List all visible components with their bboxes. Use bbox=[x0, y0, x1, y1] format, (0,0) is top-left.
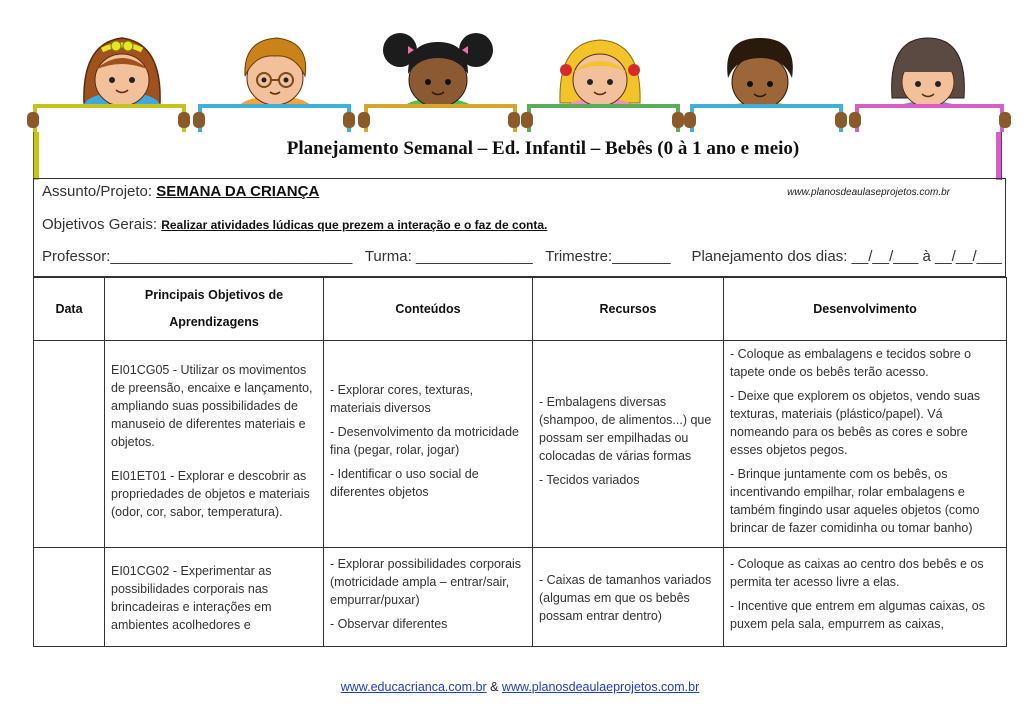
cell-date[interactable] bbox=[34, 548, 105, 647]
hand-icon bbox=[358, 112, 370, 128]
hand-icon bbox=[521, 112, 533, 128]
class-field[interactable]: ______________ bbox=[415, 248, 533, 265]
footer-link-educacrianca[interactable]: www.educacrianca.com.br bbox=[340, 680, 487, 694]
form-fields-line bbox=[42, 248, 1002, 265]
subject-value: SEMANA DA CRIANÇA bbox=[156, 183, 320, 200]
header-objectives-line1: Principais Objetivos de bbox=[144, 288, 284, 302]
resource-item: - Tecidos variados bbox=[539, 473, 640, 487]
header-development: Desenvolvimento bbox=[724, 278, 1007, 341]
content-item: - Observar diferentes bbox=[330, 617, 448, 631]
footer-separator: & bbox=[486, 680, 502, 694]
objective-item: EI01CG05 - Utilizar os movimentos de preensão, encaixe e lançamento, ampliando suas possibilidades de manuseio de diferentes materiais e objetos. bbox=[111, 363, 313, 449]
resource-item: - Caixas de tamanhos variados (algumas em que os bebês possam entrar dentro) bbox=[539, 573, 712, 623]
content-item: - Identificar o uso social de diferentes objetos bbox=[330, 467, 479, 499]
sign-board bbox=[33, 104, 186, 132]
table-header-row bbox=[34, 278, 1007, 341]
days-field[interactable]: __/__/___ à __/__/___ bbox=[851, 248, 1002, 265]
footer-link-planosdeaula[interactable]: www.planosdeaulaeprojetos.com.br bbox=[501, 680, 700, 694]
cell-development bbox=[724, 341, 1007, 548]
hand-icon bbox=[849, 112, 861, 128]
cell-date[interactable] bbox=[34, 341, 105, 548]
plan-table bbox=[33, 277, 1007, 647]
cell-resources bbox=[533, 548, 724, 647]
footer-links bbox=[0, 680, 1024, 694]
sign-board bbox=[364, 104, 517, 132]
teacher-label: Professor: bbox=[42, 248, 111, 265]
cell-contents bbox=[324, 341, 533, 548]
header-resources: Recursos bbox=[533, 278, 724, 341]
cell-contents bbox=[324, 548, 533, 647]
term-label: Trimestre: bbox=[545, 248, 613, 265]
sign-board bbox=[198, 104, 351, 132]
hand-icon bbox=[193, 112, 205, 128]
days-label: Planejamento dos dias: bbox=[691, 248, 848, 265]
info-box bbox=[33, 178, 1006, 277]
header-date: Data bbox=[34, 278, 105, 341]
header-objectives bbox=[105, 278, 324, 341]
header-contents: Conteúdos bbox=[324, 278, 533, 341]
cell-objectives bbox=[105, 341, 324, 548]
hand-icon bbox=[178, 112, 190, 128]
teacher-field[interactable]: _____________________________ bbox=[110, 248, 353, 265]
table-row bbox=[34, 341, 1007, 548]
cell-objectives bbox=[105, 548, 324, 647]
sign-board bbox=[527, 104, 680, 132]
hand-icon bbox=[684, 112, 696, 128]
development-item: - Coloque as caixas ao centro dos bebês e os permita ter acesso livre a elas. bbox=[730, 557, 984, 589]
subject-label: Assunto/Projeto: bbox=[42, 183, 153, 200]
objective-item: EI01CG02 - Experimentar as possibilidades corporais nas brincadeiras e interações em ambientes acolhedores e bbox=[111, 564, 272, 632]
resource-item: - Embalagens diversas (shampoo, de alimentos...) que possam ser empilhadas ou colocadas de várias formas bbox=[539, 395, 712, 463]
content-item: - Explorar possibilidades corporais (motricidade ampla – entrar/sair, empurrar/puxar) bbox=[330, 557, 522, 607]
cell-development bbox=[724, 548, 1007, 647]
objectives-line bbox=[42, 216, 547, 233]
objectives-label: Objetivos Gerais: bbox=[42, 216, 158, 233]
site-watermark: www.planosdeaulaseprojetos.com.br bbox=[787, 187, 950, 198]
development-item: - Brinque juntamente com os bebês, os incentivando empilhar, rolar embalagens e também fingindo usar aqueles objetos (como brincar de fazer comidinha ou tomar banho) bbox=[730, 467, 980, 535]
cell-resources bbox=[533, 341, 724, 548]
sign-board bbox=[690, 104, 843, 132]
term-field[interactable]: _______ bbox=[612, 248, 671, 265]
sign-board bbox=[855, 104, 1004, 132]
content-item: - Explorar cores, texturas, materiais diversos bbox=[330, 383, 474, 415]
hand-icon bbox=[508, 112, 520, 128]
content-item: - Desenvolvimento da motricidade fina (pegar, rolar, jogar) bbox=[330, 425, 519, 457]
development-item: - Deixe que explorem os objetos, vendo suas texturas, materiais (plástico/papel). Vá nomeando para os bebês as cores e sobre esses objetos pegos. bbox=[730, 389, 981, 457]
header-objectives-line2: Aprendizagens bbox=[169, 315, 259, 329]
objective-item: EI01ET01 - Explorar e descobrir as propriedades de objetos e materiais (odor, cor, sabor, temperatura). bbox=[111, 469, 310, 519]
hand-icon bbox=[343, 112, 355, 128]
subject-line bbox=[42, 183, 319, 200]
hand-icon bbox=[27, 112, 39, 128]
development-item: - Incentive que entrem em algumas caixas, os puxem pela sala, empurrem as caixas, bbox=[730, 599, 985, 631]
hand-icon bbox=[672, 112, 684, 128]
objectives-value: Realizar atividades lúdicas que prezem a interação e o faz de conta. bbox=[161, 218, 548, 232]
development-item: - Coloque as embalagens e tecidos sobre o tapete onde os bebês terão acesso. bbox=[730, 347, 972, 379]
page-title: Planejamento Semanal – Ed. Infantil – Bebês (0 à 1 ano e meio) bbox=[286, 138, 800, 159]
class-label: Turma: bbox=[364, 248, 412, 265]
hand-icon bbox=[999, 112, 1011, 128]
hand-icon bbox=[835, 112, 847, 128]
table-row bbox=[34, 548, 1007, 647]
